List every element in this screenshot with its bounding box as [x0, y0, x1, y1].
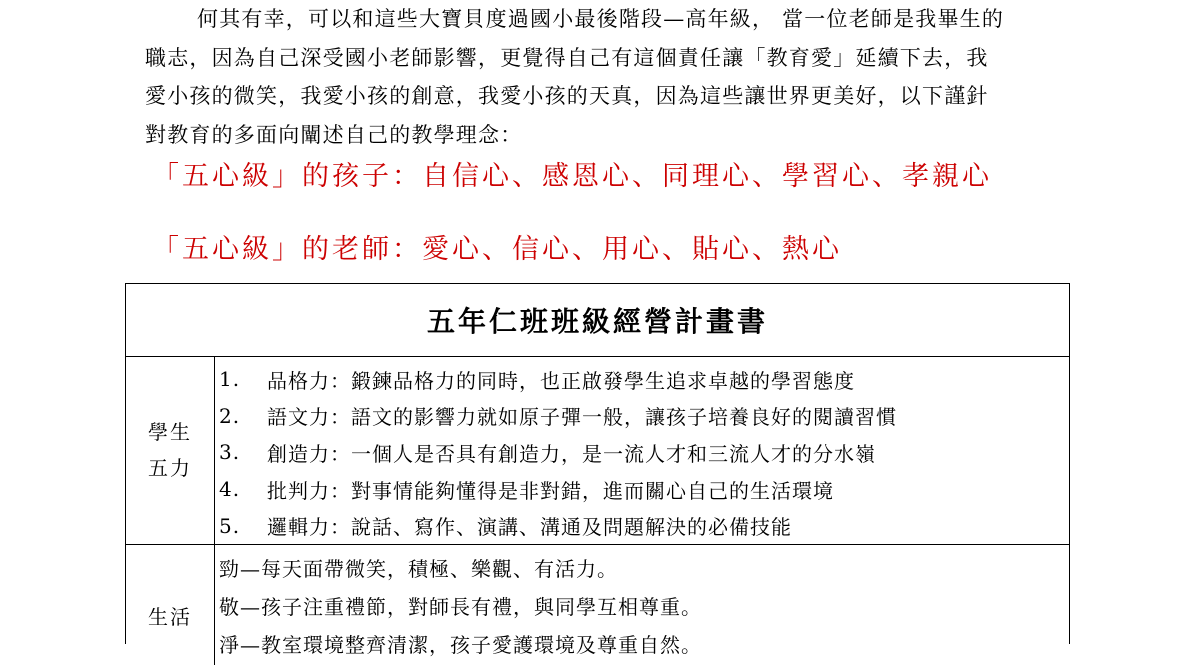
list-item: 敬—孩子注重禮節，對師長有禮，與同學互相尊重。: [219, 595, 702, 620]
list-item-number: 3.: [219, 440, 241, 465]
five-hearts-kids: [152, 154, 992, 193]
list-item-number: 1.: [219, 367, 241, 392]
five-hearts-kids-lead: 「五心級」的孩子：: [152, 161, 422, 192]
student-forces-label-line: 五力: [148, 456, 192, 481]
intro-line: 職志，因為自己深受國小老師影響，更覺得自己有這個責任讓「教育愛」延續下去，我: [145, 45, 989, 70]
life-list: [215, 545, 1069, 665]
class-plan-table: [125, 283, 1070, 658]
list-item: [219, 434, 1069, 471]
list-item: 勁—每天面帶微笑，積極、樂觀、有活力。: [219, 557, 618, 582]
list-item-text: 邏輯力：說話、寫作、演講、溝通及問題解決的必備技能: [267, 515, 792, 540]
list-item-number: 5.: [219, 513, 241, 538]
list-item: [219, 398, 1069, 435]
intro-paragraph: [145, 0, 1085, 154]
list-item-text: 品格力：鍛鍊品格力的同時，也正啟發學生追求卓越的學習態度: [267, 368, 855, 393]
list-item-text: 創造力：一個人是否具有創造力，是一流人才和三流人才的分水嶺: [267, 441, 876, 466]
intro-line: 對教育的多面向闡述自己的教學理念：: [145, 122, 523, 147]
list-item-text: 批判力：對事情能夠懂得是非對錯，進而關心自己的生活環境: [267, 478, 834, 503]
list-item: 淨—教室環境整齊清潔，孩子愛護環境及尊重自然。: [219, 633, 702, 658]
student-forces-label: [126, 357, 215, 544]
list-item-number: 2.: [219, 403, 241, 428]
student-forces-row: [126, 357, 1069, 545]
plan-title: 五年仁班班級經營計畫書: [126, 284, 1069, 357]
life-label-line: 生活: [148, 604, 192, 629]
life-row: [126, 545, 1069, 665]
intro-line: 愛小孩的微笑，我愛小孩的創意，我愛小孩的天真，因為這些讓世界更美好，以下謹針: [145, 84, 989, 108]
list-item-number: 4.: [219, 477, 241, 502]
five-hearts-kids-items: 自信心、感恩心、同理心、學習心、孝親心: [422, 161, 992, 192]
student-forces-list: [215, 357, 1069, 544]
list-item: [219, 361, 1069, 398]
five-hearts-teacher-lead: 「五心級」的老師：: [152, 234, 422, 265]
life-label: [126, 545, 215, 665]
list-item-text: 語文力：語文的影響力就如原子彈一般，讓孩子培養良好的閱讀習慣: [267, 405, 897, 430]
intro-line: 何其有幸，可以和這些大寶貝度過國小最後階段—高年級， 當一位老師是我畢生的: [197, 7, 1005, 31]
student-forces-label-line: 學生: [148, 420, 192, 445]
list-item: [219, 471, 1069, 508]
list-item: [219, 507, 1069, 544]
five-hearts-teacher: [152, 227, 842, 266]
five-hearts-teacher-items: 愛心、信心、用心、貼心、熱心: [422, 234, 842, 265]
